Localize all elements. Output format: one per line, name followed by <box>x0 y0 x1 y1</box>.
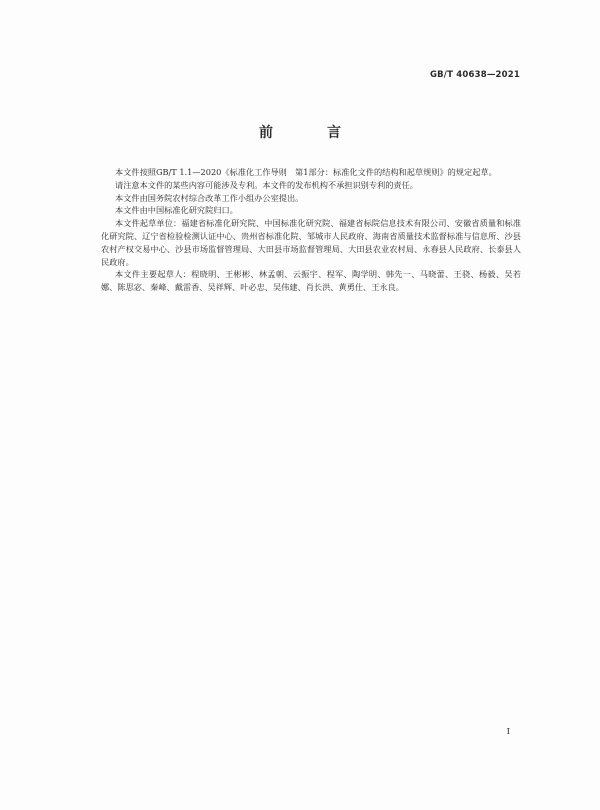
document-code: GB/T 40638—2021 <box>429 70 520 80</box>
paragraph-centralized-unit: 本文件由中国标准化研究院归口。 <box>115 205 238 216</box>
page-title: 前 言 <box>259 125 361 141</box>
paragraph-proposer: 本文件由国务院农村综合改革工作小组办公室提出。 <box>115 192 304 203</box>
paragraph-drafting-organizations: 本文件起草单位：福建省标准化研究院、中国标准化研究院、福建省标院信息技术有限公司、安徽省质量和标准化研究院、辽宁省检验检测认证中心、贵州省标准化院、邹城市人民政府、海南省质量技术监督标准与信息所、沙县农村产权交易中心、沙县市场监督管理局、大田县市场监督管理局、大田县农业农村局、永春县人民政府、长泰县人民政府。 <box>101 218 521 267</box>
paragraph-patent-notice: 请注意本文件的某些内容可能涉及专利。本文件的发布机构不承担识别专利的责任。 <box>115 179 418 190</box>
paragraph-main-drafters: 本文件主要起草人：程晓明、王彬彬、林孟朝、云振宇、程军、陶学明、韩先一、马晓蕾、王骁、杨毅、吴若娜、陈思宓、秦峰、戴雷香、吴祥辉、叶必忠、吴伟建、肖长洪、黄勇仕、王永良。 <box>101 269 521 293</box>
paragraph-drafting-basis: 本文件按照GB/T 1.1—2020《标准化工作导则 第1部分：标准化文件的结构和起草规则》的规定起草。 <box>115 167 497 177</box>
document-body <box>101 166 521 294</box>
page-number: I <box>506 727 510 737</box>
